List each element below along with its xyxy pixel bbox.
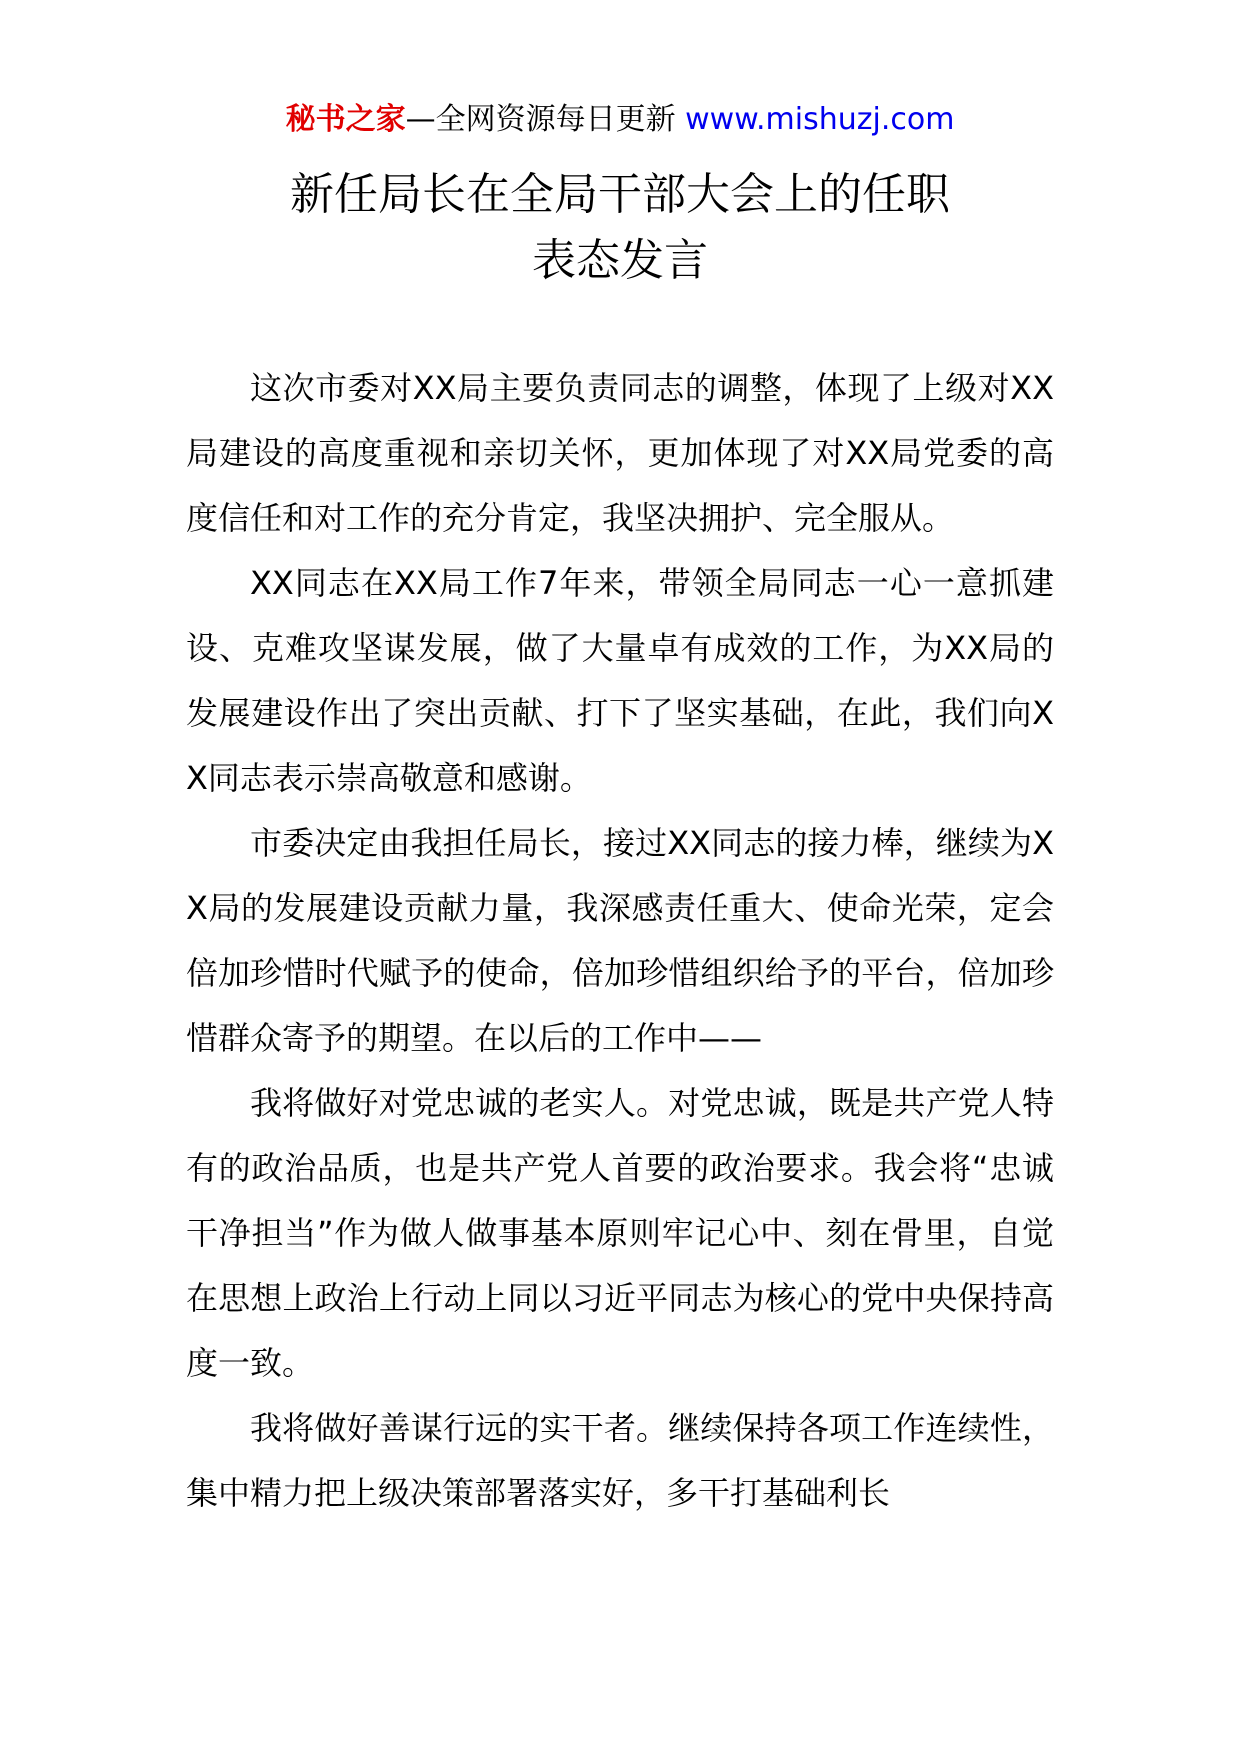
brand-name: 秘书之家 [285,102,406,137]
paragraph-3: 市委决定由我担任局长，接过XX同志的接力棒，继续为XX局的发展建设贡献力量，我深感责任重大、使命光荣，定会倍加珍惜时代赋予的使命，倍加珍惜组织给予的平台，倍加珍惜群众寄予的期望。在以后的工作中—— [186,824,1054,1057]
title-line-1: 新任局长在全局干部大会上的任职 [290,169,950,220]
paragraph-2: XX同志在XX局工作7年来，带领全局同志一心一意抓建设、克难攻坚谋发展，做了大量卓有成效的工作，为XX局的发展建设作出了突出贡献、打下了坚实基础，在此，我们向XX同志表示崇高敬意和感谢。 [186,564,1054,797]
document-body [186,356,1054,1526]
site-tagline: —全网资源每日更新 [405,102,686,137]
site-url-link[interactable]: www.mishuzj.com [685,102,955,137]
paragraph-5: 我将做好善谋行远的实干者。继续保持各项工作连续性，集中精力把上级决策部署落实好，多干打基础利长 [186,1409,1054,1512]
document-title [0,162,1240,294]
site-header [0,98,1240,142]
paragraph-1: 这次市委对XX局主要负责同志的调整，体现了上级对XX局建设的高度重视和亲切关怀，更加体现了对XX局党委的高度信任和对工作的充分肯定，我坚决拥护、完全服从。 [186,369,1054,537]
title-line-2: 表态发言 [532,235,708,286]
paragraph-4: 我将做好对党忠诚的老实人。对党忠诚，既是共产党人特有的政治品质，也是共产党人首要的政治要求。我会将“忠诚干净担当”作为做人做事基本原则牢记心中、刻在骨里，自觉在思想上政治上行动上同以习近平同志为核心的党中央保持高度一致。 [186,1084,1054,1382]
